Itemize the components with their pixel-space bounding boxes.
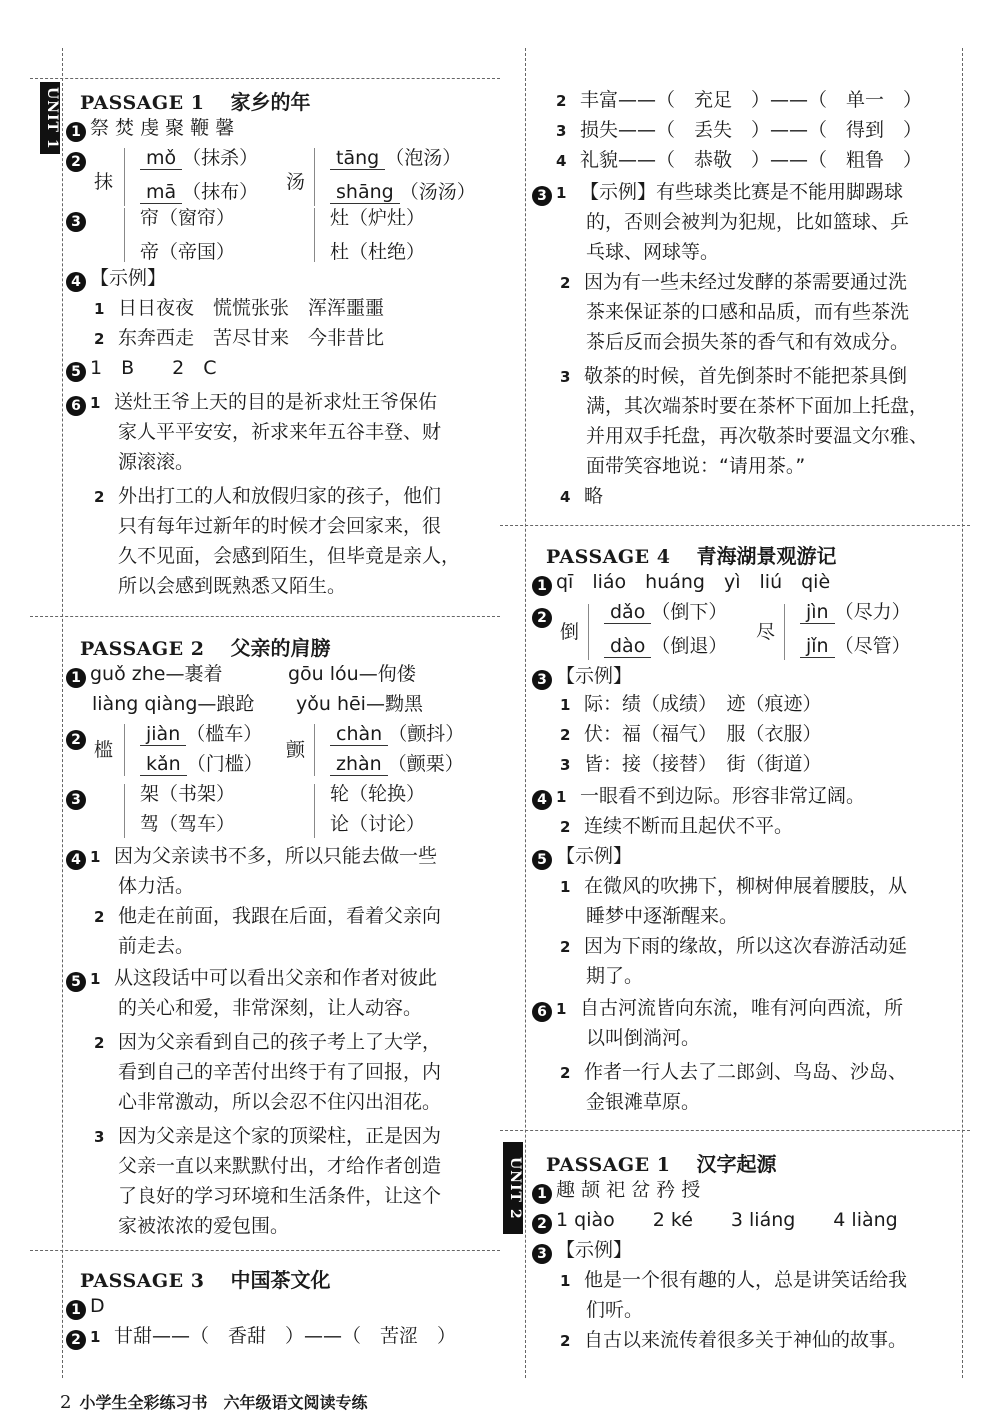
word: （汤汤） [399,181,476,203]
polyphone-char: 尽 [756,621,776,643]
p1-q4-1: 1 日日夜夜 慌慌张张 浑浑噩噩 [94,297,385,319]
p3-q3-4: 4 略 [560,485,604,507]
p2-q1-c: liàng qiàng—踉跄 [92,693,255,715]
p2-q5-2: 2 因为父亲看到自己的孩子考上了大学， [94,1031,442,1053]
pinyin: chàn [330,723,388,746]
word-pair: 论（讨论） [330,813,426,835]
answer-line: 了良好的学习环境和生活条件，让这个 [118,1185,442,1207]
p2-q4-2: 2 他走在前面，我跟在后面，看着父亲向 [94,905,442,927]
pinyin: zhàn [330,753,388,776]
answer-line: 们听。 [586,1299,644,1321]
p4-q3-1: 1 际：绩（成绩） 迹（痕迹） [560,693,822,715]
question-number-icon: 4 [66,272,86,292]
passage-2-title [80,632,330,661]
polyphone-char: 汤 [286,171,306,193]
pinyin: dào [604,635,651,658]
word: （倒退） [651,635,728,657]
bracket-line [124,724,125,776]
p4-q2-num [532,602,556,628]
question-number-icon: 3 [66,212,86,232]
bracket-line [314,724,315,776]
question-number-icon: 3 [532,1244,552,1264]
question-number-icon: 6 [532,1002,552,1022]
pinyin: jìn [800,601,835,624]
reading-line [140,722,262,746]
p3-p4-dash [500,525,970,526]
question-number-icon: 3 [532,670,552,690]
book-title: 小学生全彩练习书 六年级语文阅读专练 [79,1393,368,1412]
bracket-line [314,208,315,262]
passage-name: 青海湖景观游记 [696,544,837,568]
reading-line [800,600,911,624]
passage-label: PASSAGE 4 [546,546,671,568]
answer-line: 家被浓浓的爱包围。 [118,1215,290,1237]
question-number-icon: 2 [532,1214,552,1234]
answer-line: 并用双手托盘，再次敬茶时要温文尔雅、 [586,425,929,447]
reading-line [330,146,461,170]
p4-q6-2: 2 作者一行人去了二郎剑、鸟岛、沙岛、 [560,1061,908,1083]
question-number-icon: 3 [66,790,86,810]
question-number-icon: 2 [532,608,552,628]
p4-q5-1: 1 在微风的吹拂下，柳树伸展着腰肢，从 [560,875,908,897]
reading-line [604,634,727,658]
p1-q6-2: 2 外出打工的人和放假归家的孩子，他们 [94,485,442,507]
reading-line [140,180,258,204]
pinyin: dǎo [604,601,651,624]
polyphone-char: 抹 [94,171,114,193]
passage-3-title [80,1264,330,1293]
p1-q4 [66,266,166,292]
p1-q5: 5 1 B 2 C [66,356,216,382]
question-number-icon: 2 [66,1330,86,1350]
answer-line: 体力活。 [118,875,195,897]
p3-q2-1: 2 1 甘甜——（ 香甜 ）——（ 苦涩 ） [66,1324,456,1350]
p3-q3-2: 2 因为有一些未经过发酵的茶需要通过洗 [560,271,908,293]
answer-line: 的关心和爱，非常深刻，让人动容。 [118,997,423,1019]
word: （倒下） [651,601,728,623]
p2-q3-num [66,784,90,810]
passage-label: PASSAGE 3 [80,1270,205,1292]
right-dash-border [962,48,963,1378]
polyphone-char: 倒 [560,621,580,643]
example-label: 【示例】 [90,267,167,289]
bracket-line [784,604,785,660]
unit-2-tab: UNIT 2 [503,1142,523,1234]
p1-q2-num [66,146,90,172]
answer-text: 祭 焚 虔 聚 鞭 馨 [90,117,235,139]
word: （门槛） [186,753,263,775]
p2-q5-3: 3 因为父亲是这个家的顶梁柱，正是因为 [94,1125,442,1147]
answer-line: 前走去。 [118,935,195,957]
passage-name: 汉字起源 [696,1152,777,1176]
bracket-line [588,604,589,660]
answer-line: 源滚滚。 [118,451,195,473]
p2-q2-num [66,724,90,750]
word: （尽管） [834,635,911,657]
center-dash-divider [525,48,526,1378]
passage-name: 父亲的肩膀 [230,636,331,660]
p1-q3-num [66,206,90,232]
p3-q2-4: 4 礼貌——（ 恭敬 ）——（ 粗鲁 ） [556,149,923,171]
p1-q4-2: 2 东奔西走 苦尽甘来 今非昔比 [94,327,385,349]
p3-q1: 1 D [66,1294,105,1320]
answer-line: 看到自己的辛苦付出终于有了回报，内 [118,1061,442,1083]
polyphone-char: 槛 [94,739,114,761]
question-number-icon: 5 [66,972,86,992]
p2-q1-a: 1 guǒ zhe—裹着 [66,662,222,688]
answer-line: 面带笑容地说：“请用茶。” [586,455,806,477]
word-pair: 驾（驾车） [140,813,236,835]
p4-q1: 1 qī liáo huáng yì liú qiè [532,570,830,596]
word-pair: 架（书架） [140,783,236,805]
page-number: 2 [60,1392,72,1413]
left-dash-border [62,48,63,1378]
pinyin: mā [140,181,182,204]
question-number-icon: 1 [532,576,552,596]
answer-line: 父亲一直以来默默付出，才给作者创造 [118,1155,442,1177]
answer-line: 茶后反而会损失茶的香气和有效成分。 [586,331,910,353]
p1-p2-dash [30,616,500,617]
question-number-icon: 2 [66,152,86,172]
p1-q1 [66,116,234,142]
u2p1-q3-2: 2 自古以来流传着很多关于神仙的故事。 [560,1329,908,1351]
answer-line: 久不见面，会感到陌生，但毕竟是亲人， [118,545,461,567]
p4-q6-1: 6 1 自古河流皆向东流，唯有河向西流，所 [532,996,903,1022]
p3-q3-1: 3 1 【示例】有些球类比赛是不能用脚踢球 [532,180,903,206]
reading-line [140,752,263,776]
reading-line [800,634,911,658]
p2-p3-dash [30,1250,500,1251]
answer-line: 茶来保证茶的口感和品质，而有些茶洗 [586,301,910,323]
p2-q1-b: gōu lóu—佝偻 [288,663,416,685]
word: （抹杀） [182,147,259,169]
unit2-passage-1-title [546,1148,776,1177]
word: （槛车） [186,723,263,745]
word: （颤抖） [388,723,465,745]
bracket-line [314,784,315,838]
pinyin: tāng [330,147,385,170]
answer-line: 金银滩草原。 [586,1091,701,1113]
question-number-icon: 4 [66,850,86,870]
question-number-icon: 5 [532,850,552,870]
word: （颤栗） [387,753,464,775]
u2p1-q3-1: 1 他是一个很有趣的人，总是讲笑话给我 [560,1269,908,1291]
bracket-line [124,208,125,262]
question-number-icon: 3 [532,186,552,206]
answer-line: 的，否则会被判为犯规，比如篮球、乒 [586,211,910,233]
p2-q5-1: 5 1 从这段话中可以看出父亲和作者对彼此 [66,966,437,992]
word-pair: 轮（轮换） [330,783,426,805]
p4-u2-dash [500,1130,970,1131]
u2p1-q3: 3 【示例】 [532,1238,632,1264]
p1-q6-num: 6 1 送灶王爷上天的目的是祈求灶王爷保佑 [66,390,437,416]
u2p1-q1: 1 趣 颉 祀 岔 矜 授 [532,1178,700,1204]
passage-4-title [546,540,836,569]
answer-line: 期了。 [586,965,644,987]
p4-q3: 3 【示例】 [532,664,632,690]
word: （泡汤） [385,147,462,169]
word-pair: 杜（杜绝） [330,241,426,263]
answer-line: 心非常激动，所以会忍不住闪出泪花。 [118,1091,442,1113]
p3-q2-2: 2 丰富——（ 充足 ）——（ 单一 ） [556,89,923,111]
word: （抹布） [182,181,259,203]
pinyin: shāng [330,181,400,204]
pinyin: mǒ [140,147,182,170]
answer-line: 以叫倒淌河。 [586,1027,701,1049]
question-number-icon: 1 [66,122,86,142]
p4-q3-3: 3 皆：接（接替） 街（街道） [560,753,822,775]
reading-line [330,180,476,204]
p4-q5-2: 2 因为下雨的缘故，所以这次春游活动延 [560,935,908,957]
polyphone-char: 颤 [286,739,306,761]
answer-line: 满，其次端茶时要在茶杯下面加上托盘， [586,395,929,417]
passage-name: 家乡的年 [230,90,311,114]
p4-q5: 5 【示例】 [532,844,632,870]
answer-line: 只有每年过新年的时候才会回家来，很 [118,515,442,537]
p4-q4-2: 2 连续不断而且起伏不平。 [560,815,794,837]
passage-1-title [80,86,310,115]
u2p1-q2: 2 1 qiào 2 ké 3 liáng 4 liàng [532,1208,898,1234]
top-left-dash [30,78,500,79]
p2-q4-1: 4 1 因为父亲读书不多，所以只能去做一些 [66,844,437,870]
p4-q3-2: 2 伏：福（福气） 服（衣服） [560,723,822,745]
p2-q1-d: yǒu hēi—黝黑 [296,693,423,715]
reading-line [140,146,258,170]
p4-q4-1: 4 1 一眼看不到边际。形容非常辽阔。 [532,784,865,810]
reading-line [330,752,464,776]
word-pair: 帝（帝国） [140,241,236,263]
answer-line: 家人平平安安，祈求来年五谷丰登、财 [118,421,442,443]
unit-1-tab: UNIT 1 [40,82,60,154]
question-number-icon: 5 [66,362,86,382]
passage-label: PASSAGE 2 [80,638,205,660]
reading-line [604,600,727,624]
passage-label: PASSAGE 1 [80,92,205,114]
word-pair: 帘（窗帘） [140,207,236,229]
question-number-icon: 4 [532,790,552,810]
page-footer [60,1390,367,1413]
word: （尽力） [834,601,911,623]
question-number-icon: 2 [66,730,86,750]
bracket-line [314,148,315,206]
pinyin: kǎn [140,753,187,776]
passage-label: PASSAGE 1 [546,1154,671,1176]
answer-line: 乓球、网球等。 [586,241,720,263]
p3-q2-3: 3 损失——（ 丢失 ）——（ 得到 ） [556,119,923,141]
reading-line [330,722,464,746]
pinyin: jiàn [140,723,186,746]
bracket-line [124,784,125,838]
question-number-icon: 1 [532,1184,552,1204]
question-number-icon: 1 [66,668,86,688]
bracket-line [124,148,125,206]
p3-q3-3: 3 敬茶的时候，首先倒茶时不能把茶具倒 [560,365,908,387]
answer-line: 所以会感到既熟悉又陌生。 [118,575,347,597]
answer-line: 睡梦中逐渐醒来。 [586,905,739,927]
question-number-icon: 1 [66,1300,86,1320]
question-number-icon: 6 [66,396,86,416]
passage-name: 中国茶文化 [230,1268,331,1292]
word-pair: 灶（炉灶） [330,207,426,229]
pinyin: jǐn [800,635,835,658]
